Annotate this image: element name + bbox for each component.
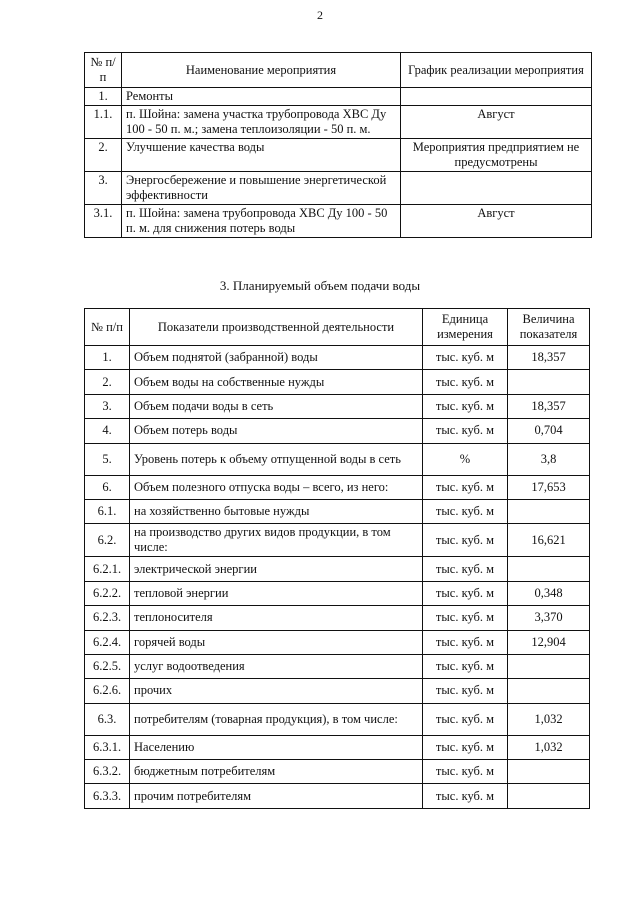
table-row <box>85 106 592 139</box>
row-value <box>508 499 590 523</box>
row-num: 6.2.6. <box>85 679 130 703</box>
header-num: № п/п <box>85 53 122 88</box>
table-row <box>85 475 590 499</box>
row-unit: тыс. куб. м <box>423 581 508 605</box>
row-unit: тыс. куб. м <box>423 524 508 557</box>
table-row <box>85 654 590 678</box>
table-row <box>85 581 590 605</box>
table-row <box>85 139 592 172</box>
table-row <box>85 703 590 735</box>
row-num: 6.2. <box>85 524 130 557</box>
row-num: 6.3.3. <box>85 784 130 808</box>
row-indicator: Объем воды на собственные нужды <box>130 370 423 394</box>
row-num: 1. <box>85 88 122 106</box>
row-name: Ремонты <box>122 88 401 106</box>
row-unit: тыс. куб. м <box>423 735 508 759</box>
row-indicator: потребителям (товарная продукция), в том числе: <box>130 703 423 735</box>
table-row <box>85 679 590 703</box>
row-num: 3. <box>85 172 122 205</box>
row-num: 2. <box>85 139 122 172</box>
row-value: 1,032 <box>508 735 590 759</box>
row-schedule <box>401 88 592 106</box>
row-unit: тыс. куб. м <box>423 630 508 654</box>
row-indicator: теплоносителя <box>130 606 423 630</box>
row-indicator: на производство других видов продукции, в том числе: <box>130 524 423 557</box>
row-indicator: горячей воды <box>130 630 423 654</box>
row-num: 6.1. <box>85 499 130 523</box>
row-unit: тыс. куб. м <box>423 654 508 678</box>
table-row <box>85 394 590 418</box>
header-name: Наименование мероприятия <box>122 53 401 88</box>
row-num: 1.1. <box>85 106 122 139</box>
row-unit: % <box>423 443 508 475</box>
table-row <box>85 524 590 557</box>
row-indicator: Объем подачи воды в сеть <box>130 394 423 418</box>
row-value: 0,348 <box>508 581 590 605</box>
section-title: 3. Планируемый объем подачи воды <box>219 278 421 293</box>
row-value <box>508 654 590 678</box>
row-unit: тыс. куб. м <box>423 475 508 499</box>
row-schedule: Август <box>401 106 592 139</box>
table-row <box>85 784 590 808</box>
table-row <box>85 735 590 759</box>
row-num: 5. <box>85 443 130 475</box>
row-unit: тыс. куб. м <box>423 784 508 808</box>
row-name: п. Шойна: замена трубопровода ХВС Ду 100 - 50 п. м. для снижения потерь воды <box>122 205 401 238</box>
row-num: 6.2.2. <box>85 581 130 605</box>
measures-table <box>84 52 592 238</box>
row-unit: тыс. куб. м <box>423 370 508 394</box>
row-unit: тыс. куб. м <box>423 703 508 735</box>
row-indicator: Объем полезного отпуска воды – всего, из него: <box>130 475 423 499</box>
row-num: 4. <box>85 419 130 443</box>
table-row <box>85 346 590 370</box>
row-indicator: услуг водоотведения <box>130 654 423 678</box>
header-unit: Единица измерения <box>423 309 508 346</box>
row-unit: тыс. куб. м <box>423 499 508 523</box>
row-num: 6.2.5. <box>85 654 130 678</box>
row-indicator: тепловой энергии <box>130 581 423 605</box>
row-num: 6.2.3. <box>85 606 130 630</box>
row-num: 6. <box>85 475 130 499</box>
row-value: 18,357 <box>508 394 590 418</box>
row-value <box>508 760 590 784</box>
table-row <box>85 760 590 784</box>
measures-header-row <box>85 53 592 88</box>
row-num: 6.2.4. <box>85 630 130 654</box>
row-name: п. Шойна: замена участка трубопровода ХВС Ду 100 - 50 п. м.; замена теплоизоляции - 50 п. м. <box>122 106 401 139</box>
table-row <box>85 557 590 581</box>
table-row <box>85 88 592 106</box>
row-unit: тыс. куб. м <box>423 606 508 630</box>
row-value: 16,621 <box>508 524 590 557</box>
table-row <box>85 606 590 630</box>
row-value: 3,8 <box>508 443 590 475</box>
row-schedule <box>401 172 592 205</box>
row-schedule: Август <box>401 205 592 238</box>
table-row <box>85 630 590 654</box>
row-num: 6.3.2. <box>85 760 130 784</box>
row-value <box>508 370 590 394</box>
row-num: 1. <box>85 346 130 370</box>
header-num: № п/п <box>85 309 130 346</box>
row-num: 6.3. <box>85 703 130 735</box>
row-num: 6.3.1. <box>85 735 130 759</box>
row-name: Улучшение качества воды <box>122 139 401 172</box>
row-unit: тыс. куб. м <box>423 760 508 784</box>
row-num: 3.1. <box>85 205 122 238</box>
row-indicator: прочим потребителям <box>130 784 423 808</box>
row-indicator: бюджетным потребителям <box>130 760 423 784</box>
table-row <box>85 370 590 394</box>
row-indicator: Объем потерь воды <box>130 419 423 443</box>
row-unit: тыс. куб. м <box>423 394 508 418</box>
row-unit: тыс. куб. м <box>423 557 508 581</box>
table-row <box>85 499 590 523</box>
row-indicator: Уровень потерь к объему отпущенной воды в сеть <box>130 443 423 475</box>
row-unit: тыс. куб. м <box>423 346 508 370</box>
table-row <box>85 443 590 475</box>
row-value <box>508 557 590 581</box>
row-indicator: Населению <box>130 735 423 759</box>
header-schedule: График реализации мероприятия <box>401 53 592 88</box>
row-num: 3. <box>85 394 130 418</box>
header-indicator: Показатели производственной деятельности <box>130 309 423 346</box>
table-row <box>85 419 590 443</box>
row-value <box>508 784 590 808</box>
row-num: 6.2.1. <box>85 557 130 581</box>
row-num: 2. <box>85 370 130 394</box>
header-value: Величина показателя <box>508 309 590 346</box>
row-unit: тыс. куб. м <box>423 679 508 703</box>
row-indicator: на хозяйственно бытовые нужды <box>130 499 423 523</box>
water-supply-table <box>84 308 590 809</box>
row-value: 3,370 <box>508 606 590 630</box>
row-indicator: Объем поднятой (забранной) воды <box>130 346 423 370</box>
page-number: 2 <box>317 8 323 22</box>
row-value: 0,704 <box>508 419 590 443</box>
row-value: 12,904 <box>508 630 590 654</box>
table-row <box>85 205 592 238</box>
row-value: 18,357 <box>508 346 590 370</box>
row-value <box>508 679 590 703</box>
row-schedule: Мероприятия предприятием не предусмотрены <box>401 139 592 172</box>
table-row <box>85 172 592 205</box>
supply-header-row <box>85 309 590 346</box>
row-value: 17,653 <box>508 475 590 499</box>
row-name: Энергосбережение и повышение энергетической эффективности <box>122 172 401 205</box>
row-indicator: прочих <box>130 679 423 703</box>
row-unit: тыс. куб. м <box>423 419 508 443</box>
row-indicator: электрической энергии <box>130 557 423 581</box>
row-value: 1,032 <box>508 703 590 735</box>
